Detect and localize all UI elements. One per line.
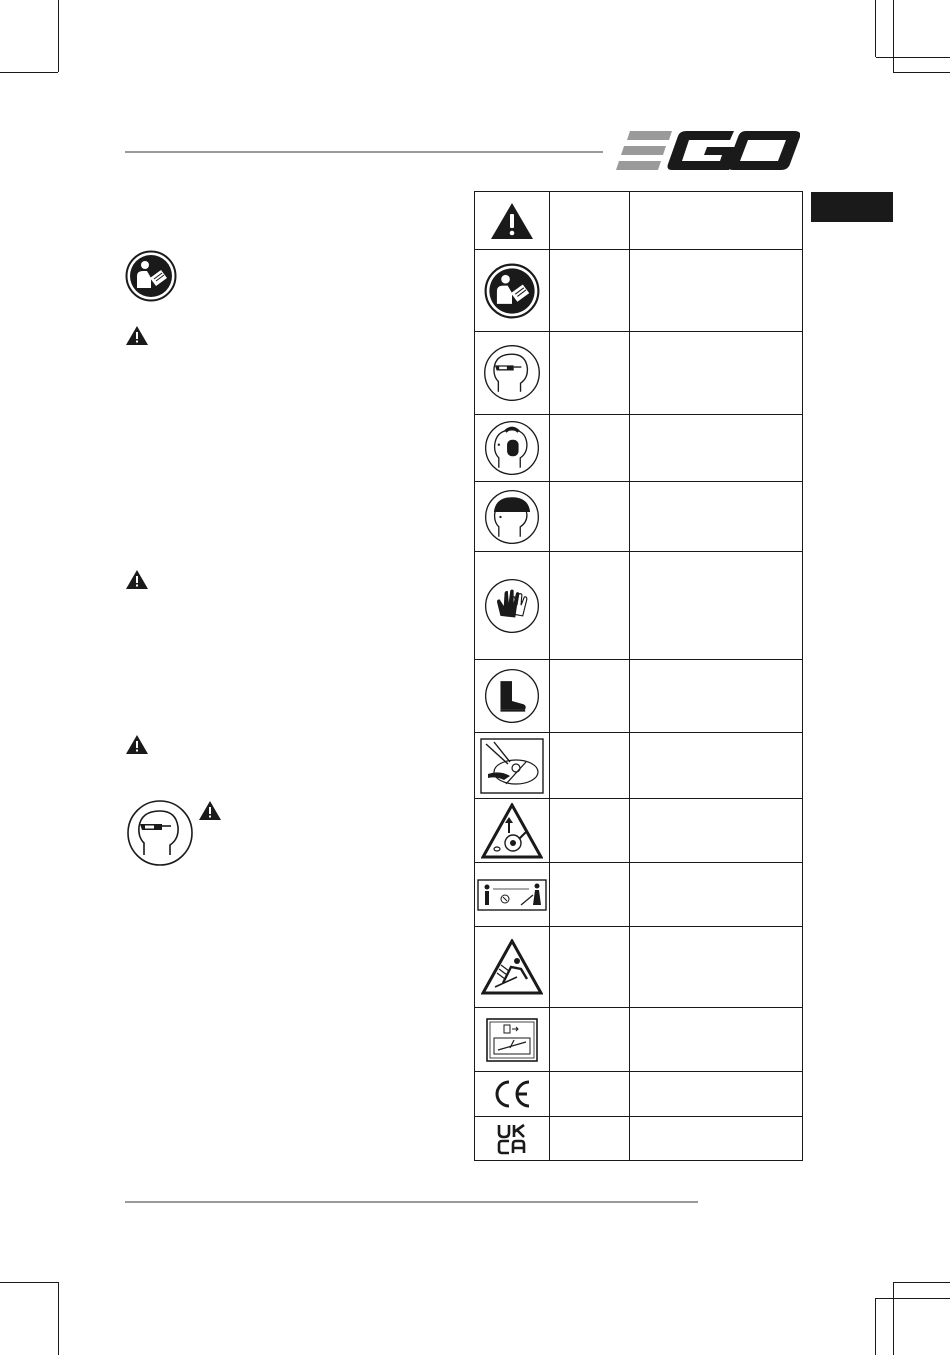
symbol-cell [475, 660, 550, 733]
header-rule [125, 151, 603, 153]
symbol-name [550, 250, 630, 332]
symbol-name [550, 799, 630, 863]
symbol-description [630, 1117, 803, 1161]
symbol-description [630, 799, 803, 863]
symbol-cell [475, 1117, 550, 1161]
crop-mark-tl-v [58, 0, 59, 72]
ukca-mark-icon [497, 1123, 527, 1155]
read-manual-icon [484, 263, 540, 319]
symbol-name [550, 192, 630, 250]
blade-thrust-icon [481, 939, 543, 995]
crop-mark-tr-h [893, 72, 950, 73]
crop-mark-br-h [893, 1282, 950, 1283]
no-blade-contact-icon [480, 738, 544, 794]
table-row [475, 192, 803, 250]
symbol-cell [475, 863, 550, 927]
table-row [475, 482, 803, 552]
crop-mark-tr-v [875, 0, 876, 57]
table-row [475, 552, 803, 660]
crop-mark-br-v2 [893, 1282, 894, 1355]
read-manual-icon [125, 250, 177, 302]
ear-protection-icon [484, 420, 540, 476]
warning-triangle-icon [125, 569, 149, 590]
symbol-cell [475, 552, 550, 660]
symbol-description [630, 415, 803, 482]
crop-mark-tl-h [0, 72, 58, 73]
keep-distance-icon [477, 879, 547, 911]
table-row [475, 415, 803, 482]
symbol-cell [475, 192, 550, 250]
thrown-objects-icon [481, 803, 543, 859]
symbol-name [550, 1072, 630, 1117]
crop-mark-tr-v2 [893, 0, 894, 72]
symbol-description [630, 250, 803, 332]
crop-mark-br-h2 [876, 1298, 950, 1299]
symbol-description [630, 863, 803, 927]
symbol-description [630, 482, 803, 552]
symbol-name [550, 482, 630, 552]
table-row [475, 927, 803, 1008]
symbol-name [550, 927, 630, 1008]
symbol-name [550, 1117, 630, 1161]
crop-mark-bl-v [58, 1282, 59, 1355]
table-row [475, 332, 803, 415]
symbol-name [550, 660, 630, 733]
crop-mark-bl-h [0, 1282, 58, 1283]
symbol-name [550, 863, 630, 927]
warning-triangle-icon [125, 734, 149, 755]
symbol-cell [475, 733, 550, 799]
symbol-table [474, 191, 803, 1161]
symbol-name [550, 332, 630, 415]
table-row [475, 1117, 803, 1161]
symbol-cell [475, 1072, 550, 1117]
symbol-name [550, 733, 630, 799]
table-row [475, 733, 803, 799]
table-row [475, 1008, 803, 1072]
symbol-name [550, 552, 630, 660]
table-row [475, 1072, 803, 1117]
symbol-cell [475, 482, 550, 552]
symbol-description [630, 192, 803, 250]
language-tab[interactable] [811, 192, 893, 222]
warning-triangle-icon [198, 800, 222, 821]
table-row [475, 863, 803, 927]
eye-protection-icon [483, 344, 541, 402]
safety-alert-icon [489, 201, 535, 241]
symbol-description [630, 552, 803, 660]
table-row [475, 250, 803, 332]
boots-icon [484, 668, 540, 724]
gloves-icon [484, 578, 540, 634]
head-protection-icon [484, 489, 540, 545]
symbol-name [550, 415, 630, 482]
symbol-cell [475, 332, 550, 415]
symbol-description [630, 927, 803, 1008]
symbol-cell [475, 415, 550, 482]
symbol-cell [475, 1008, 550, 1072]
warning-triangle-icon [125, 325, 149, 346]
symbol-description [630, 1072, 803, 1117]
footer-rule [125, 1201, 698, 1203]
symbol-description [630, 332, 803, 415]
ego-logo [616, 129, 800, 173]
symbol-name [550, 1008, 630, 1072]
disconnect-battery-icon [486, 1018, 538, 1062]
symbol-description [630, 733, 803, 799]
crop-mark-br-v [875, 1298, 876, 1355]
table-row [475, 799, 803, 863]
symbol-cell [475, 799, 550, 863]
symbol-description [630, 660, 803, 733]
symbol-cell [475, 250, 550, 332]
ce-mark-icon [492, 1079, 532, 1109]
symbol-cell [475, 927, 550, 1008]
eye-protection-icon [126, 799, 194, 867]
crop-mark-tr-h2 [876, 57, 950, 58]
table-row [475, 660, 803, 733]
symbol-description [630, 1008, 803, 1072]
